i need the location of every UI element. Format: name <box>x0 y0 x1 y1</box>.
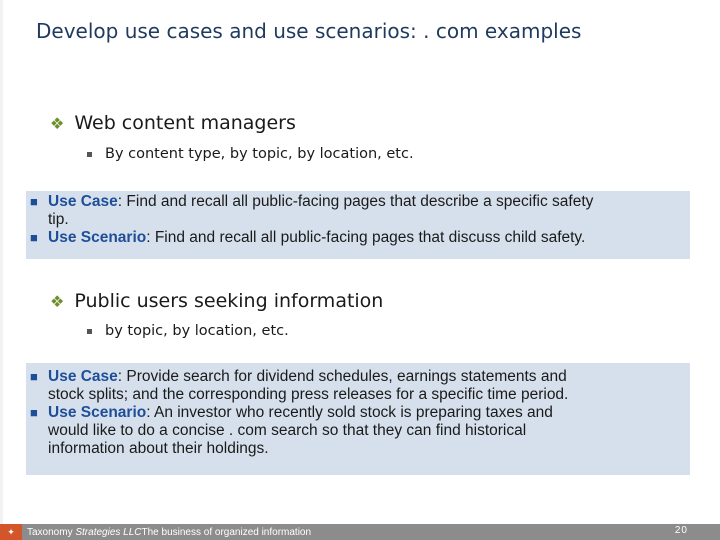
section1-sub <box>87 146 414 162</box>
square-bullet-icon: ■ <box>30 369 38 384</box>
list-item <box>26 404 690 458</box>
section1-heading <box>50 112 296 134</box>
section2-heading <box>50 290 383 312</box>
footer-company: Taxonomy <box>27 526 73 538</box>
item-label: Use Scenario <box>48 404 147 421</box>
footer-tagline: The business of organized information <box>141 526 312 538</box>
square-bullet-icon: ■ <box>30 405 38 420</box>
section2-box <box>26 363 690 475</box>
diamond-cluster-icon: ❖ <box>50 291 65 311</box>
section2-heading-text: Public users seeking information <box>74 290 384 312</box>
square-bullet-icon: ■ <box>30 230 38 245</box>
diamond-cluster-icon: ❖ <box>50 113 65 133</box>
square-bullet-icon <box>87 329 92 334</box>
section1-sub-text: By content type, by topic, by location, etc. <box>105 146 414 162</box>
item-label: Use Case <box>48 193 118 210</box>
section2-sub-text: by topic, by location, etc. <box>105 323 289 339</box>
item-label: Use Scenario <box>48 229 147 246</box>
list-item <box>26 368 690 404</box>
logo-icon: ✦ <box>0 524 22 540</box>
item-label: Use Case <box>48 368 118 385</box>
item-text: : An investor who recently sold stock is preparing taxes and <box>146 404 553 421</box>
footer-company-italic: Strategies LLC <box>75 526 142 538</box>
item-text: : Find and recall all public-facing pages that discuss child safety. <box>146 229 586 246</box>
item-text: : Find and recall all public-facing pages that describe a specific safety <box>117 193 594 210</box>
page-title: Develop use cases and use scenarios: . com examples <box>36 19 582 43</box>
item-text-cont: would like to do a concise . com search so that they can find historical <box>48 422 527 439</box>
item-text-cont: information about their holdings. <box>48 440 269 457</box>
item-text: : Provide search for dividend schedules, earnings statements and <box>117 368 567 385</box>
item-text-cont: tip. <box>48 211 69 228</box>
slide-edge <box>0 0 3 540</box>
square-bullet-icon <box>87 152 92 157</box>
item-text-cont: stock splits; and the corresponding press releases for a specific time period. <box>48 386 569 403</box>
list-item <box>26 229 690 247</box>
square-bullet-icon: ■ <box>30 194 38 209</box>
page-number: 20 <box>674 525 688 536</box>
footer-bar <box>0 524 720 540</box>
section1-heading-text: Web content managers <box>74 112 296 134</box>
section1-box <box>26 191 690 259</box>
list-item <box>26 193 690 229</box>
section2-sub <box>87 323 289 339</box>
